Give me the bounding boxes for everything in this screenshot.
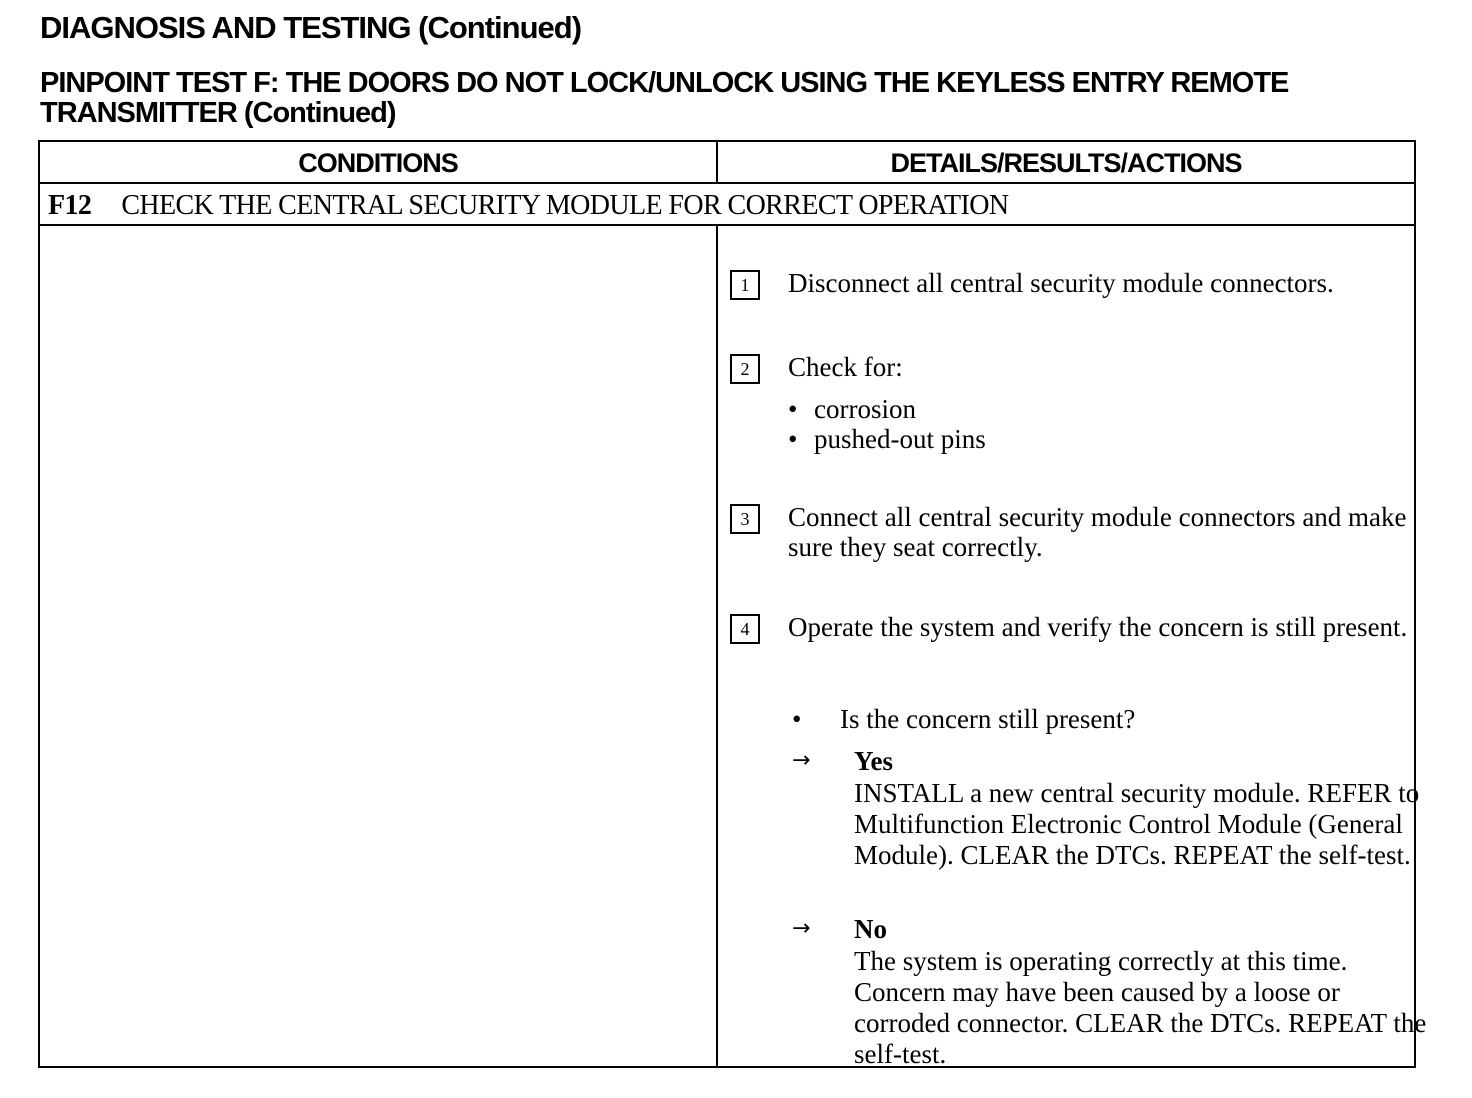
pinpoint-test-title — [40, 68, 1288, 128]
question — [792, 704, 1135, 734]
step-title: CHECK THE CENTRAL SECURITY MODULE FOR CORRECT OPERATION — [121, 190, 1009, 221]
step-text: Connect all central security module connectors and make sure they seat correctly. — [788, 502, 1407, 562]
list-item-text: corrosion — [814, 394, 916, 424]
step-number-box: 3 — [730, 504, 760, 534]
step-number-box: 4 — [730, 614, 760, 644]
answer-text: INSTALL a new central security module. REFER to Multifunction Electronic Control Module (General Module). CLEAR the DTCs. REPEAT the self-test. — [854, 778, 1420, 870]
step-number-box: 2 — [730, 354, 760, 384]
pinpoint-test-table — [38, 140, 1427, 1069]
step-heading-row — [48, 186, 1008, 226]
question-text: Is the concern still present? — [840, 704, 1136, 734]
arrow-right-icon: → — [792, 916, 811, 941]
answer-label: No — [854, 914, 887, 944]
step-text: Disconnect all central security module connectors. — [788, 268, 1334, 298]
bullet-icon: • — [788, 394, 798, 424]
answer-label: Yes — [854, 746, 893, 776]
step-id: F12 — [48, 190, 92, 221]
step-text: Check for: — [788, 352, 903, 382]
list-item — [788, 424, 986, 454]
arrow-right-icon: → — [792, 748, 811, 773]
check-list — [788, 394, 986, 454]
conditions-column-header: CONDITIONS — [298, 148, 458, 178]
conditions-cell — [40, 226, 716, 1066]
bullet-icon: • — [788, 424, 798, 454]
section-title: DIAGNOSIS AND TESTING (Continued) — [40, 10, 582, 45]
list-item-text: pushed-out pins — [814, 424, 986, 454]
answer-text: The system is operating correctly at this time. Concern may have been caused by a loose or corroded connector. CLEAR the DTCs. REPEAT the self-test. — [854, 946, 1427, 1069]
test-title-line-1: PINPOINT TEST F: THE DOORS DO NOT LOCK/UNLOCK USING THE KEYLESS ENTRY REMOTE — [40, 67, 1289, 99]
column-divider-body — [716, 224, 718, 1066]
step-number-box: 1 — [730, 270, 760, 300]
details-column-header: DETAILS/RESULTS/ACTIONS — [890, 148, 1242, 178]
bullet-icon: • — [792, 704, 802, 734]
step-text: Operate the system and verify the concern is still present. — [788, 612, 1408, 642]
list-item — [788, 394, 986, 424]
test-title-line-2: TRANSMITTER (Continued) — [40, 97, 396, 129]
